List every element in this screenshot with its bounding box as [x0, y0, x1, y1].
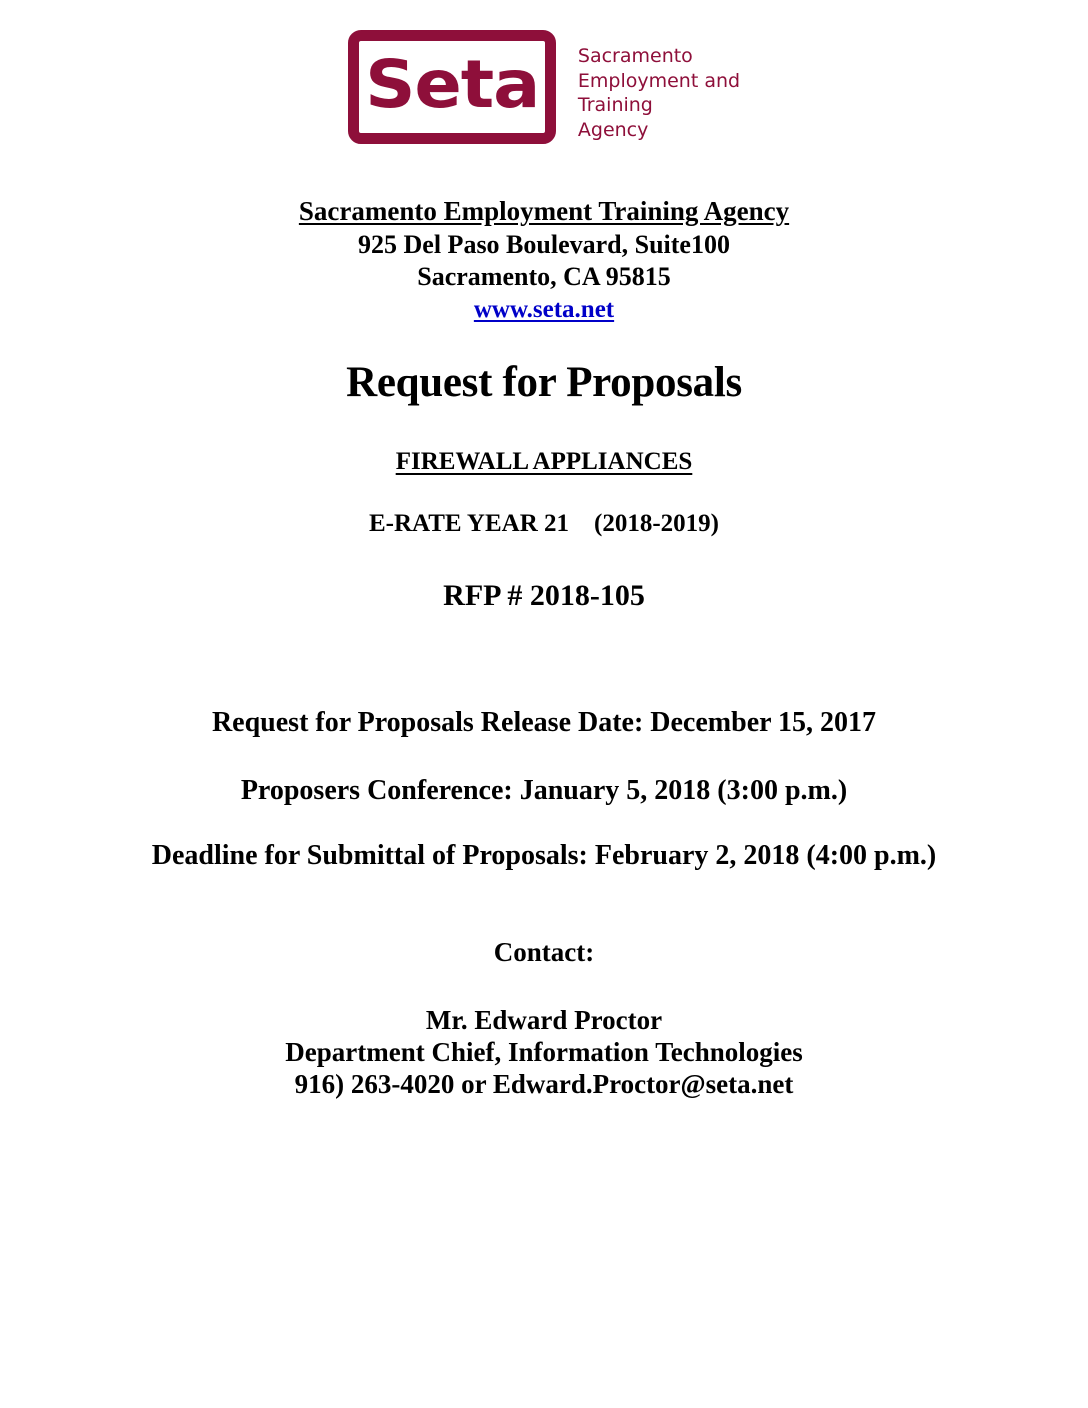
program-year: E-RATE YEAR 21 (2018-2019) — [369, 510, 719, 537]
release-date: Request for Proposals Release Date: December 15, 2017 — [211, 707, 877, 738]
rfp-number: RFP # 2018-105 — [443, 579, 645, 612]
logo-tagline-line-1: Sacramento — [577, 45, 693, 67]
contact-heading: Contact: — [493, 937, 595, 967]
page-title: Request for Proposals — [346, 359, 742, 406]
seta-wordmark: Seta — [364, 46, 540, 123]
organization-name: Sacramento Employment Training Agency — [298, 196, 790, 226]
logo-tagline-line-4: Agency — [577, 119, 649, 142]
submittal-deadline: Deadline for Submittal of Proposals: February 2, 2018 (4:00 p.m.) — [151, 840, 937, 871]
seta-logo-icon — [348, 30, 556, 144]
contact-name: Mr. Edward Proctor — [425, 1005, 663, 1035]
website-link[interactable]: www.seta.net — [473, 296, 615, 323]
proposers-conference: Proposers Conference: January 5, 2018 (3:00 p.m.) — [240, 775, 848, 806]
contact-phone-email[interactable]: 916) 263-4020 or Edward.Proctor@seta.net — [294, 1069, 794, 1099]
agency-logo — [0, 30, 1088, 144]
logo-tagline — [578, 30, 740, 143]
contact-title: Department Chief, Information Technologies — [285, 1037, 803, 1067]
address-line-1: 925 Del Paso Boulevard, Suite100 — [358, 230, 730, 259]
logo-tagline-line-3: Training — [577, 94, 653, 117]
logo-tagline-line-2: Employment and — [577, 69, 741, 92]
address-line-2: Sacramento, CA 95815 — [417, 262, 671, 291]
rfp-subject: FIREWALL APPLIANCES — [395, 448, 693, 475]
